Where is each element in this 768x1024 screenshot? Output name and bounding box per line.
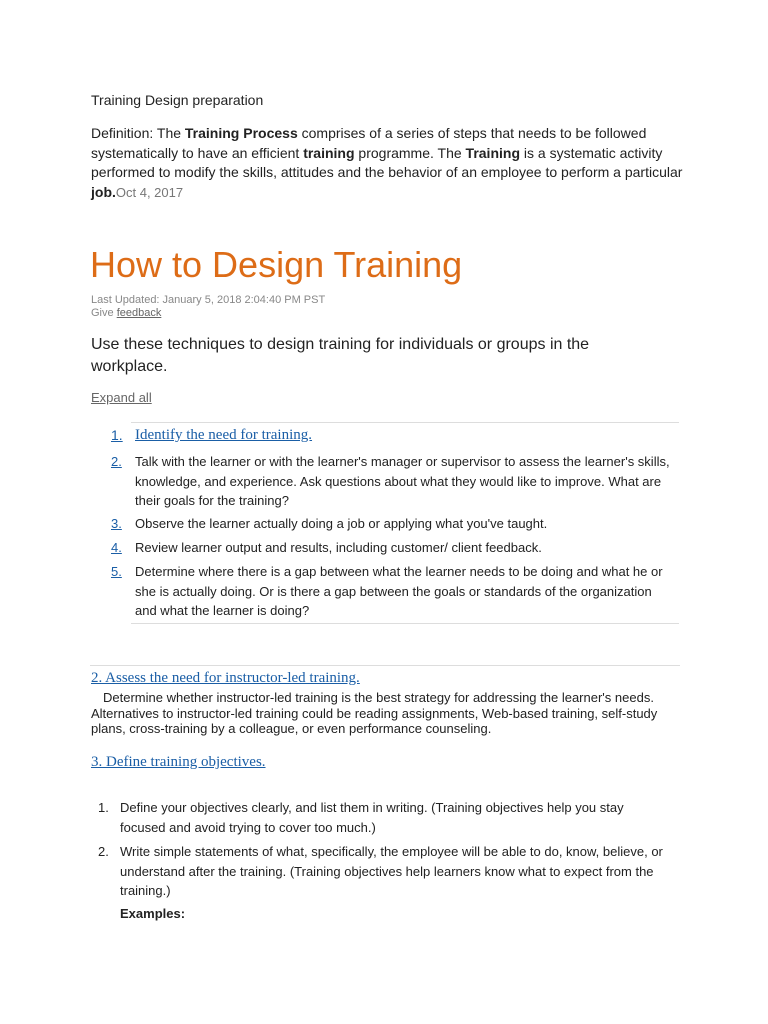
list-item-number[interactable]: 1.: [111, 427, 123, 443]
identify-need-link[interactable]: Identify the need for training.: [135, 427, 313, 443]
definition-bold-1: Training Process: [184, 125, 298, 141]
list-item-text: Observe the learner actually doing a job or applying what you've taught.: [135, 516, 548, 531]
list-item-text: Define your objectives clearly, and list them in writing. (Training objectives help you stay focused and avoid trying to cover too much.): [120, 800, 624, 835]
examples-label: Examples:: [120, 906, 186, 921]
lead-paragraph: Use these techniques to design training for individuals or groups in the workplace.: [91, 336, 590, 375]
give-label: Give: [91, 307, 117, 319]
definition-bold-4: job.: [91, 183, 116, 200]
page-title: How to Design Training: [90, 244, 463, 285]
definition-paragraph: [91, 124, 691, 202]
feedback-link[interactable]: feedback: [116, 307, 162, 319]
list-item-number[interactable]: 4.: [111, 540, 122, 555]
list-item-number[interactable]: 5.: [111, 564, 122, 579]
section2-text: Determine whether instructor-led training is the best strategy for addressing the learner's needs. Alternatives to instructor-led training could be reading assignments, Web-based training, self-study plans, cross-training by a colleague, or even performance counseling.: [91, 690, 658, 736]
section2-paragraph: [91, 690, 681, 737]
last-updated: Last Updated: January 5, 2018 2:04:40 PM PST: [91, 294, 326, 306]
definition-text-2: comprises of a series of steps that needs to be followed systematically to have an efficient: [91, 125, 647, 161]
list-item-number: 1.: [98, 800, 109, 815]
feedback-line: [91, 307, 325, 320]
definition-text-4: is a systematic activity performed to modify the skills, attitudes and the behavior of an employee to perform a particular: [91, 144, 683, 180]
list-item-text: Talk with the learner or with the learner's manager or supervisor to assess the learner's skills, knowledge, and experience. Ask questions about what they would like to improve. What are their goals for the training?: [135, 454, 670, 508]
section-divider: [90, 665, 680, 666]
definition-bold-3: Training: [465, 144, 520, 161]
list-item-text: Review learner output and results, including customer/ client feedback.: [135, 540, 542, 555]
section3-heading-link[interactable]: 3. Define training objectives.: [91, 754, 266, 770]
list-item-number[interactable]: 3.: [111, 516, 122, 531]
definition-text-3: programme. The: [354, 144, 466, 161]
list-item-number[interactable]: 2.: [111, 454, 122, 469]
definition-text-1: Definition: The: [91, 125, 185, 141]
definition-date: Oct 4, 2017: [115, 184, 184, 200]
list-item-text: Determine where there is a gap between what the learner needs to be doing and what he or she is actually doing. Or is there a gap between the goals or standards of the organization and what the learner is doing?: [135, 564, 663, 618]
expand-all-link[interactable]: Expand all: [91, 390, 152, 405]
list-item-number: 2.: [98, 844, 109, 859]
intro-title: Training Design preparation: [91, 92, 264, 108]
article-meta: [91, 294, 325, 320]
list-item-text: Write simple statements of what, specifically, the employee will be able to do, know, believe, or understand after the training. (Training objectives help learners know what to expect from the training.): [120, 844, 663, 898]
definition-bold-2: training: [303, 144, 355, 161]
section2-heading-link[interactable]: 2. Assess the need for instructor-led training.: [91, 670, 360, 686]
